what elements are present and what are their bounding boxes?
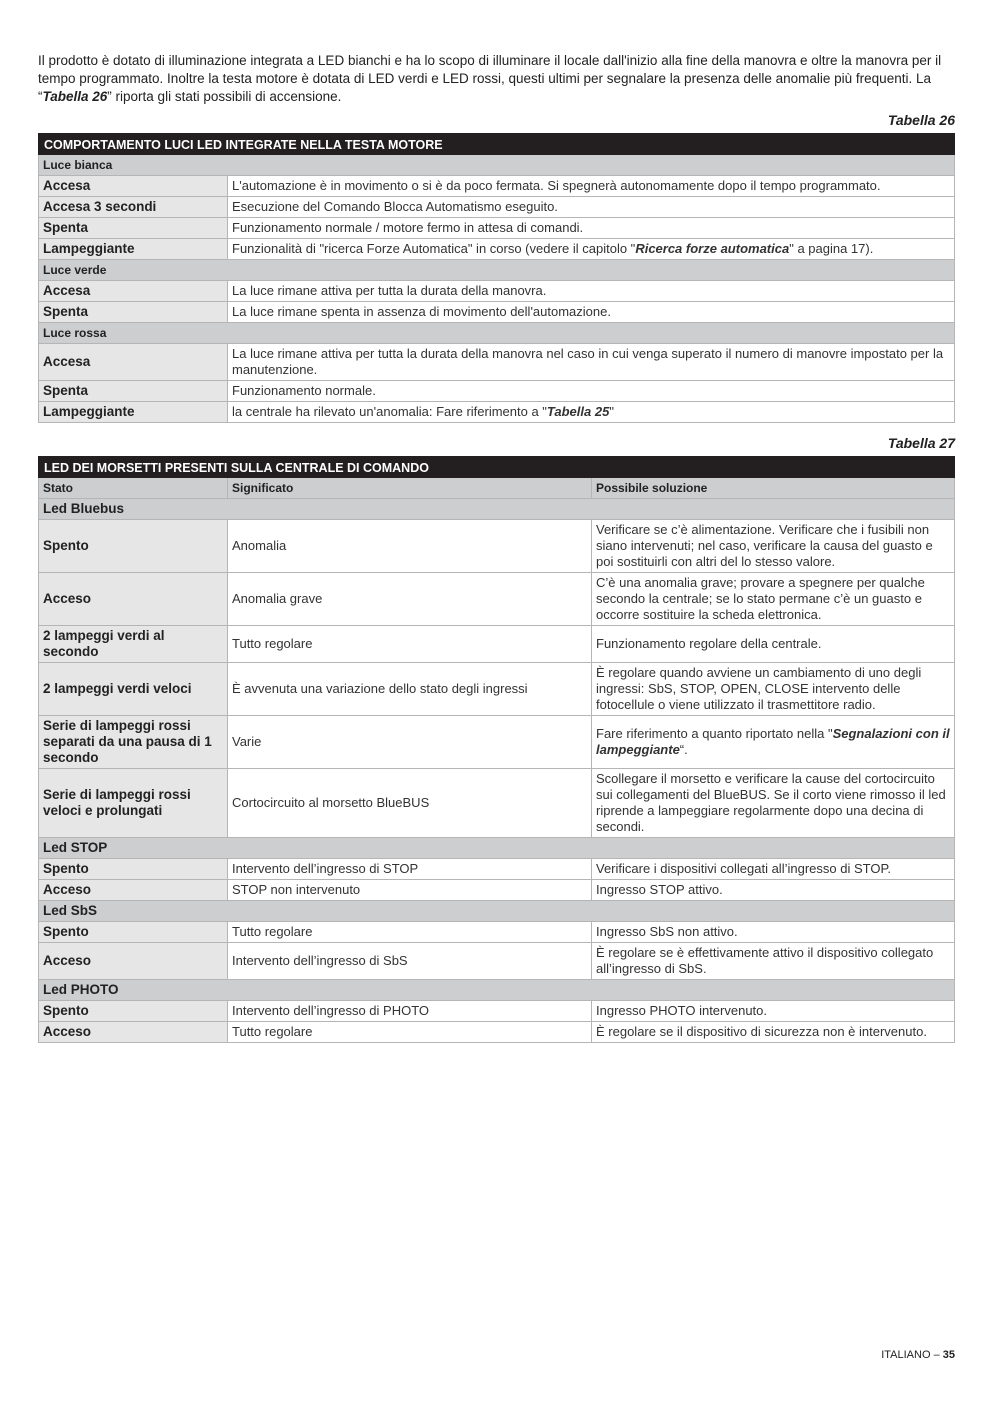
table-row	[39, 1001, 955, 1022]
row-value: Funzionamento normale / motore fermo in attesa di comandi.	[228, 218, 955, 239]
row-key: Lampeggiante	[39, 402, 228, 423]
row-solution: È regolare se è effettivamente attivo il dispositivo collegato all’ingresso di SbS.	[592, 943, 955, 980]
row-key: Accesa	[39, 281, 228, 302]
row-state: 2 lampeggi verdi al secondo	[39, 626, 228, 663]
row-key: Spenta	[39, 218, 228, 239]
row-state: Serie di lampeggi rossi veloci e prolungati	[39, 769, 228, 838]
row-meaning: STOP non intervenuto	[228, 880, 592, 901]
row-state: Spento	[39, 1001, 228, 1022]
row-key: Spenta	[39, 381, 228, 402]
row-state: Spento	[39, 922, 228, 943]
row-meaning: Intervento dell’ingresso di STOP	[228, 859, 592, 880]
cross-reference: Tabella 25	[546, 404, 610, 419]
group-row	[39, 155, 955, 176]
row-meaning: Cortocircuito al morsetto BlueBUS	[228, 769, 592, 838]
column-header-row	[39, 478, 955, 499]
row-state: Acceso	[39, 573, 228, 626]
table-row	[39, 344, 955, 381]
intro-table-ref: Tabella 26	[42, 89, 108, 104]
table27	[38, 456, 955, 1043]
row-value: Funzionamento normale.	[228, 381, 955, 402]
table-row	[39, 859, 955, 880]
table-row	[39, 626, 955, 663]
footer-language: ITALIANO –	[881, 1349, 943, 1361]
row-state: Acceso	[39, 880, 228, 901]
group-row	[39, 838, 955, 859]
page-number: 35	[942, 1349, 955, 1361]
row-solution: C’è una anomalia grave; provare a spegnere per qualche secondo la centrale; se lo stato permane c’è un guasto e occorre sostituire la scheda elettronica.	[592, 573, 955, 626]
table-header-row	[39, 457, 955, 478]
group-title-bluebus: Led Bluebus	[39, 499, 955, 520]
group-title-white: Luce bianca	[39, 155, 955, 176]
row-value: La luce rimane attiva per tutta la durata della manovra nel caso in cui venga superato il numero di manovre impostato per la manutenzione.	[228, 344, 955, 381]
table-row	[39, 573, 955, 626]
table-row	[39, 218, 955, 239]
row-key: Accesa	[39, 344, 228, 381]
row-meaning: Tutto regolare	[228, 922, 592, 943]
row-state: Spento	[39, 859, 228, 880]
row-solution: Verificare i dispositivi collegati all’ingresso di STOP.	[592, 859, 955, 880]
row-meaning: È avvenuta una variazione dello stato degli ingressi	[228, 663, 592, 716]
table-row	[39, 1022, 955, 1043]
row-meaning: Intervento dell’ingresso di PHOTO	[228, 1001, 592, 1022]
table-row	[39, 197, 955, 218]
table26-title: COMPORTAMENTO LUCI LED INTEGRATE NELLA TESTA MOTORE	[39, 134, 955, 155]
table-row	[39, 281, 955, 302]
row-meaning: Tutto regolare	[228, 626, 592, 663]
row-meaning: Tutto regolare	[228, 1022, 592, 1043]
page-content	[38, 52, 955, 1043]
row-value: La luce rimane attiva per tutta la durata della manovra.	[228, 281, 955, 302]
column-header-soluzione: Possibile soluzione	[592, 478, 955, 499]
row-value: La luce rimane spenta in assenza di movimento dell'automazione.	[228, 302, 955, 323]
table27-title: LED DEI MORSETTI PRESENTI SULLA CENTRALE DI COMANDO	[39, 457, 955, 478]
cross-reference: Ricerca forze automatica	[635, 241, 790, 256]
row-value: la centrale ha rilevato un'anomalia: Fare riferimento a "Tabella 25"	[228, 402, 955, 423]
cross-reference: Segnalazioni con il lampeggiante	[596, 726, 950, 757]
row-meaning: Anomalia grave	[228, 573, 592, 626]
group-title-green: Luce verde	[39, 260, 955, 281]
table26-caption: Tabella 26	[887, 112, 955, 128]
group-title-red: Luce rossa	[39, 323, 955, 344]
row-state: Acceso	[39, 943, 228, 980]
row-key: Accesa 3 secondi	[39, 197, 228, 218]
row-value: Funzionalità di "ricerca Forze Automatica" in corso (vedere il capitolo "Ricerca forze automatica" a pagina 17).	[228, 239, 955, 260]
group-title-photo: Led PHOTO	[39, 980, 955, 1001]
row-state: 2 lampeggi verdi veloci	[39, 663, 228, 716]
row-meaning: Anomalia	[228, 520, 592, 573]
table-row	[39, 880, 955, 901]
row-solution: Ingresso PHOTO intervenuto.	[592, 1001, 955, 1022]
row-value: Esecuzione del Comando Blocca Automatismo eseguito.	[228, 197, 955, 218]
group-title-stop: Led STOP	[39, 838, 955, 859]
group-row	[39, 901, 955, 922]
row-solution: Ingresso SbS non attivo.	[592, 922, 955, 943]
row-meaning: Varie	[228, 716, 592, 769]
row-solution: È regolare se il dispositivo di sicurezza non è intervenuto.	[592, 1022, 955, 1043]
table-row	[39, 381, 955, 402]
table-row	[39, 663, 955, 716]
intro-paragraph: Il prodotto è dotato di illuminazione integrata a LED bianchi e ha lo scopo di illuminare il locale dall'inizio alla fine della manovra e oltre la manovra per il tempo programmato. Inoltre la testa motore è dotata di LED verdi e LED rossi, questi ultimi per segnalare la presenza delle anomalie più frequenti. La “Tabella 26” riporta gli stati possibili di accensione.	[38, 53, 942, 104]
table-header-row	[39, 134, 955, 155]
table-row	[39, 176, 955, 197]
row-state: Serie di lampeggi rossi separati da una pausa di 1 secondo	[39, 716, 228, 769]
row-state: Spento	[39, 520, 228, 573]
row-state: Acceso	[39, 1022, 228, 1043]
table-row	[39, 769, 955, 838]
table27-caption: Tabella 27	[887, 435, 955, 451]
row-solution: Ingresso STOP attivo.	[592, 880, 955, 901]
row-key: Lampeggiante	[39, 239, 228, 260]
row-value: L'automazione è in movimento o si è da poco fermata. Si spegnerà autonomamente dopo il tempo programmato.	[228, 176, 955, 197]
row-solution: Funzionamento regolare della centrale.	[592, 626, 955, 663]
table-row	[39, 302, 955, 323]
row-solution: Scollegare il morsetto e verificare la cause del cortocircuito sui collegamenti del BlueBUS. Se il corto viene rimosso il led riprende a lampeggiare regolarmente dopo una decina di secondi.	[592, 769, 955, 838]
group-row	[39, 260, 955, 281]
column-header-stato: Stato	[39, 478, 228, 499]
column-header-significato: Significato	[228, 478, 592, 499]
group-title-sbs: Led SbS	[39, 901, 955, 922]
row-solution: Fare riferimento a quanto riportato nella "Segnalazioni con il lampeggiante“.	[592, 716, 955, 769]
group-row	[39, 499, 955, 520]
table-row	[39, 239, 955, 260]
page-footer	[881, 1349, 955, 1361]
group-row	[39, 323, 955, 344]
table-row	[39, 716, 955, 769]
row-solution: È regolare quando avviene un cambiamento di uno degli ingressi: SbS, STOP, OPEN, CLOSE intervento delle fotocellule o viene utilizzato il trasmettitore radio.	[592, 663, 955, 716]
table-row	[39, 943, 955, 980]
row-meaning: Intervento dell’ingresso di SbS	[228, 943, 592, 980]
table-row	[39, 922, 955, 943]
group-row	[39, 980, 955, 1001]
table-row	[39, 520, 955, 573]
row-key: Spenta	[39, 302, 228, 323]
row-key: Accesa	[39, 176, 228, 197]
table26	[38, 133, 955, 423]
table-row	[39, 402, 955, 423]
row-solution: Verificare se c’è alimentazione. Verificare che i fusibili non siano intervenuti; nel caso, verificare la causa del guasto e poi sostituirli con altri del lo stesso valore.	[592, 520, 955, 573]
